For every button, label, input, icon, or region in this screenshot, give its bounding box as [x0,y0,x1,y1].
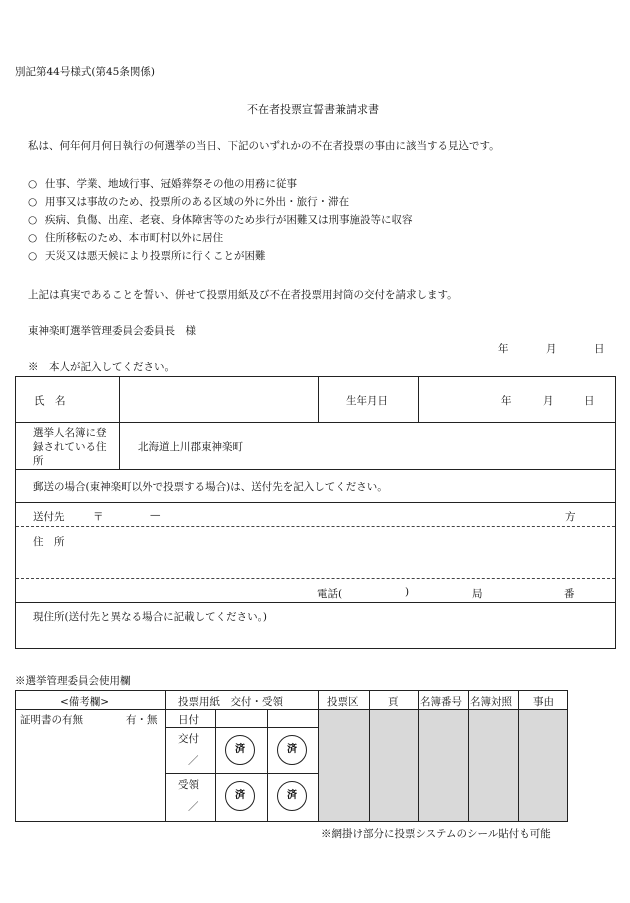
header-register-check: 名簿対照 [470,696,512,708]
registry-label: 選挙人名簿に登録されている住所 [33,427,107,467]
mail-note: 郵送の場合(東神楽町以外で投票する場合)は、送付先を記入してください。 [33,481,388,493]
receive-stamp-1[interactable]: 済 [225,781,255,811]
postal-mark: 〒 [93,511,104,523]
applicant-section [15,376,616,649]
issue-stamp-1[interactable]: 済 [225,735,255,765]
self-entry-note: ※ 本人が記入してください。 [28,361,175,373]
reason-checkbox[interactable]: ○ [28,178,38,190]
reason-checkbox[interactable]: ○ [28,250,38,262]
registry-address[interactable]: 北海道上川郡東神楽町 [138,441,243,453]
committee-title: ※選挙管理委員会使用欄 [15,675,131,687]
date-year: 年 [498,343,509,355]
birth-day: 日 [584,395,595,407]
reason-item[interactable] [28,194,349,209]
ballot-header: 投票用紙 交付・受領 [178,696,283,708]
current-address-label: 現住所(送付先と異なる場合に記載してください。) [33,611,267,623]
declaration-text: 私は、何年何月何日執行の何選挙の当日、下記のいずれかの不在者投票の事由に該当する見込です。 [28,140,500,152]
date-day: 日 [594,343,605,355]
reason-text: 用事又は事故のため、投票所のある区域の外に外出・旅行・滞在 [45,196,350,208]
birthdate-label: 生年月日 [346,395,388,407]
postal-dash: — [150,509,161,521]
reason-checkbox[interactable]: ○ [28,232,38,244]
reason-item[interactable] [28,212,413,227]
header-page: 頁 [388,696,399,708]
ballot-date-label: 日付 [178,714,199,726]
issue-label: 交付 [178,733,199,745]
birth-year: 年 [501,395,512,407]
phone-label: 電話( [317,588,343,600]
receive-stamp-2[interactable]: 済 [277,781,307,811]
shaded-area [319,709,567,821]
addressee: 東神楽町選挙管理委員会委員長 様 [28,325,196,337]
name-field[interactable] [120,378,317,421]
form-reference: 別記第44号様式(第45条関係) [15,66,155,78]
reason-item[interactable] [28,230,223,245]
phone-exchange: 局 [472,588,483,600]
reason-text: 仕事、学業、地域行事、冠婚葬祭その他の用務に従事 [45,178,297,190]
committee-section [15,690,568,822]
reason-checkbox[interactable]: ○ [28,214,38,226]
reason-text: 天災又は悪天候により投票所に行くことが困難 [45,250,266,262]
send-to-label: 送付先 [33,511,65,523]
header-district: 投票区 [327,696,359,708]
receive-slash: ／ [188,801,199,813]
issue-slash: ／ [188,755,199,767]
address-label: 住 所 [33,536,65,548]
honorific: 方 [565,511,576,523]
receive-label: 受領 [178,779,199,791]
issue-stamp-2[interactable]: 済 [277,735,307,765]
reason-item[interactable] [28,248,266,263]
birth-month: 月 [543,395,554,407]
reason-text: 住所移転のため、本市町村以外に居住 [45,232,224,244]
date-month: 月 [546,343,557,355]
remarks-header: <備考欄> [60,696,110,708]
oath-text: 上記は真実であることを誓い、併せて投票用紙及び不在者投票用封筒の交付を請求します。 [28,289,458,301]
header-register-number: 名簿番号 [420,696,462,708]
certificate-value[interactable]: 有・無 [126,714,158,726]
footnote: ※網掛け部分に投票システムのシール貼付も可能 [321,828,551,840]
header-reason: 事由 [533,696,554,708]
form-title: 不在者投票宣誓書兼請求書 [247,103,379,116]
reason-checkbox[interactable]: ○ [28,196,38,208]
address-field[interactable] [76,529,612,575]
reason-text: 疾病、負傷、出産、老衰、身体障害等のため歩行が困難又は刑事施設等に収容 [45,214,413,226]
certificate-label: 証明書の有無 [20,714,83,726]
name-label: 氏 名 [34,395,66,407]
phone-number: 番 [564,588,575,600]
phone-close: ) [405,586,410,598]
reason-item[interactable] [28,176,297,191]
current-address-field[interactable] [33,624,613,646]
